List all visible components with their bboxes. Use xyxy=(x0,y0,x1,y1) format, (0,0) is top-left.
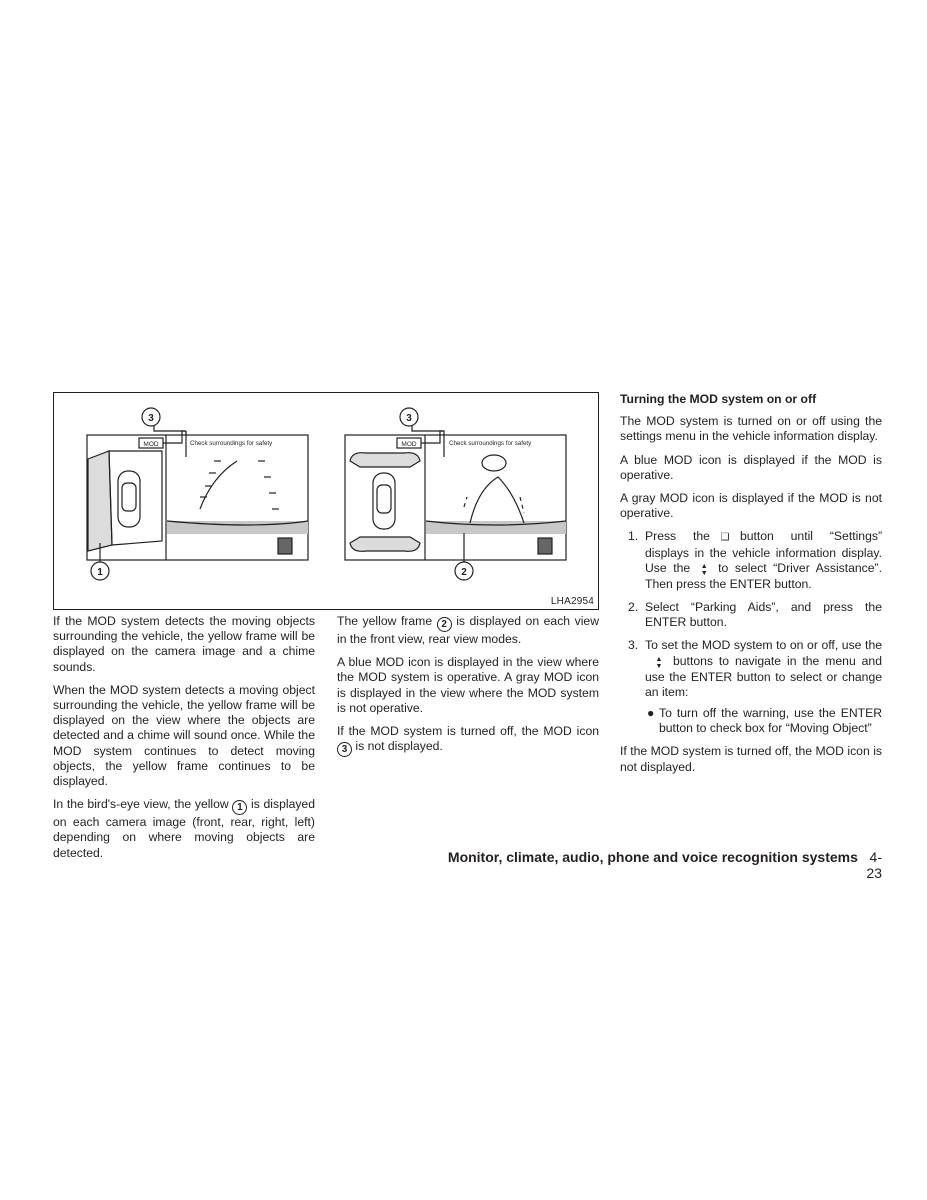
moving-object-frame xyxy=(470,477,524,523)
callout-3-left-label: 3 xyxy=(148,413,154,424)
step-1-after: button until “Settings” displays in the vehicle information display. Use the xyxy=(645,529,883,575)
approaching-car-icon xyxy=(482,455,506,471)
callout-2-label: 2 xyxy=(461,567,467,578)
screen-message-right: Check surroundings for safety xyxy=(449,440,532,447)
col1-paragraph-3 xyxy=(53,797,315,861)
column-right xyxy=(620,392,882,783)
step-3-number: 3. xyxy=(628,638,639,653)
right-yellow-frame-rear xyxy=(350,537,420,551)
col3-paragraph-3: A gray MOD icon is displayed if the MOD is not operative. xyxy=(620,491,882,521)
step-1 xyxy=(620,529,882,592)
section-heading: Turning the MOD system on or off xyxy=(620,392,817,406)
column-middle xyxy=(337,614,599,765)
bullet-item xyxy=(645,706,882,736)
callout-3-right-label: 3 xyxy=(406,413,412,424)
col1-paragraph-2: When the MOD system detects a moving object surrounding the vehicle, the yellow frame will be displayed on the view where the objects are detected and a chime will sound once. While the MOD system continues to detect moving objects, the yellow frame continues to be displayed. xyxy=(53,682,315,789)
step-2 xyxy=(620,600,882,630)
col2-paragraph-3 xyxy=(337,724,599,757)
up-down-arrows-icon: ▲ ▼ xyxy=(655,655,663,670)
mod-label-left: MOD xyxy=(143,441,159,448)
col2-p1-after: is displayed on each view in the front view, rear view modes. xyxy=(337,614,599,646)
col1-p3-after: is displayed on each camera image (front, rear, right, left) depending on where moving objects are detected. xyxy=(53,797,315,860)
mod-status-icon-left xyxy=(278,538,292,554)
car-icon-right xyxy=(373,473,395,529)
bullet-dot-icon: ● xyxy=(647,706,655,721)
mod-status-icon-right xyxy=(538,538,552,554)
bullet-text: To turn off the warning, use the ENTER button to check box for “Moving Object” xyxy=(659,706,882,736)
step-2-text: Select “Parking Aids”, and press the ENTER button. xyxy=(645,600,882,630)
car-icon-left xyxy=(118,471,140,527)
col3-paragraph-1: The MOD system is turned on or off using the settings menu in the vehicle information display. xyxy=(620,414,882,444)
col2-p3-after: is not displayed. xyxy=(355,739,443,754)
screen-message-left: Check surroundings for safety xyxy=(190,440,273,447)
figure-illustration xyxy=(54,393,600,611)
step-1-after2: to select “Driver Assistance”. Then press the ENTER button. xyxy=(645,560,882,591)
steps-list xyxy=(620,529,882,736)
step-3-before: To set the MOD system to on or off, use the xyxy=(645,638,882,653)
step-3-after: buttons to navigate in the menu and use the ENTER button to select or change an item: xyxy=(645,653,882,699)
display-button-icon: ❑ xyxy=(720,532,730,544)
left-yellow-frame xyxy=(88,451,112,551)
col2-paragraph-2: A blue MOD icon is displayed in the view where the MOD system is operative. A gray MOD icon is displayed in the view where the MOD system is not operative. xyxy=(337,655,599,715)
footer-section-title: Monitor, climate, audio, phone and voice recognition systems xyxy=(447,849,858,865)
callout-ref-2: 2 xyxy=(437,617,452,632)
step-1-number: 1. xyxy=(628,529,639,544)
page-number: 4-23 xyxy=(866,849,882,881)
figure-mod-display xyxy=(53,392,599,610)
callout-ref-1: 1 xyxy=(232,800,247,815)
right-yellow-frame-front xyxy=(350,453,420,467)
col3-paragraph-2: A blue MOD icon is displayed if the MOD is operative. xyxy=(620,452,882,482)
step-1-before: Press the xyxy=(645,529,710,544)
col1-paragraph-1: If the MOD system detects the moving objects surrounding the vehicle, the yellow frame will be displayed on the camera image and a chime sounds. xyxy=(53,614,315,674)
step-2-number: 2. xyxy=(628,600,639,615)
step-3 xyxy=(620,638,882,736)
col2-paragraph-1 xyxy=(337,614,599,647)
col2-p3-before: If the MOD system is turned off, the MOD icon xyxy=(337,724,599,739)
callout-1-label: 1 xyxy=(97,567,103,578)
col3-paragraph-4: If the MOD system is turned off, the MOD icon is not displayed. xyxy=(620,744,882,774)
col2-p1-before: The yellow frame xyxy=(337,614,433,628)
col1-p3-before: In the bird's-eye view, the yellow xyxy=(53,797,229,812)
callout-ref-3: 3 xyxy=(337,742,352,757)
column-left xyxy=(53,614,315,869)
page-footer xyxy=(437,849,882,881)
figure-code: LHA2954 xyxy=(550,596,594,607)
mod-label-right: MOD xyxy=(401,441,417,448)
up-down-arrows-icon: ▲ ▼ xyxy=(700,562,708,577)
